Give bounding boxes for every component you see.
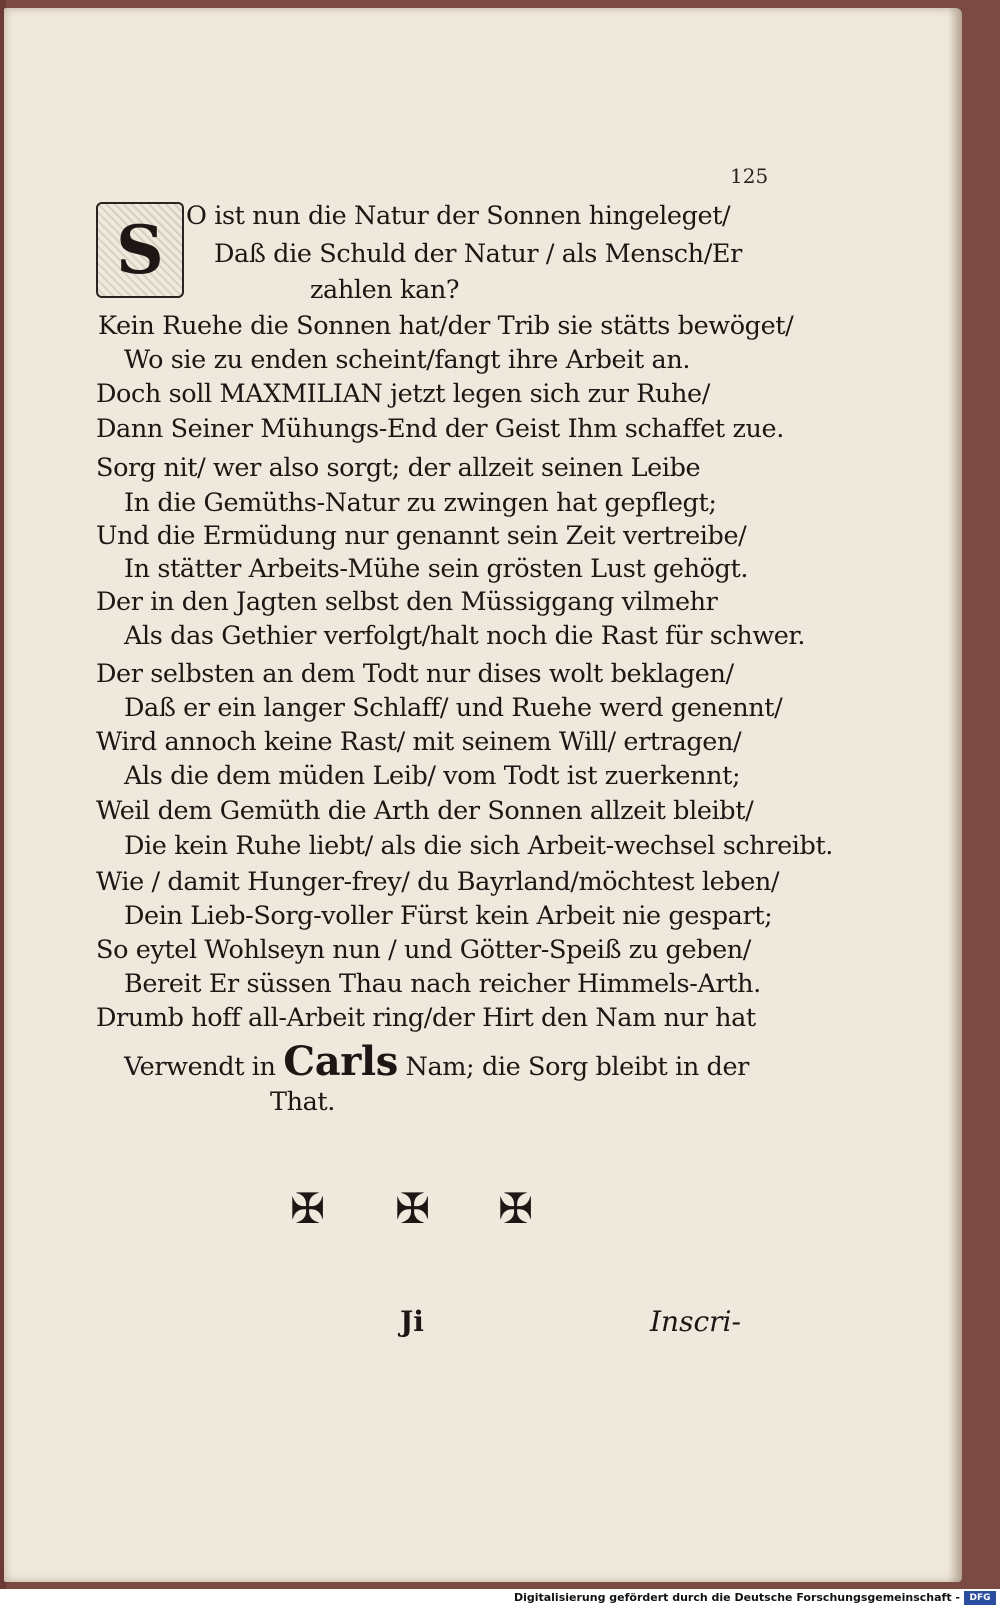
poem-line: Wo sie zu enden scheint/fangt ihre Arbeit an. (124, 345, 691, 375)
poem-line: Als die dem müden Leib/ vom Todt ist zuerkennt; (124, 761, 741, 791)
poem-line: So eytel Wohlseyn nun / und Götter-Speiß zu geben/ (96, 935, 751, 965)
footer-bar (0, 1589, 1000, 1609)
signature-mark: Ji (400, 1305, 424, 1338)
cross-ornament-icon: ✠ (290, 1184, 326, 1233)
poem-line: Daß er ein langer Schlaff/ und Ruehe werd genennt/ (124, 693, 783, 723)
last-line-start: Verwendt in (124, 1052, 276, 1082)
poem-line: Kein Ruehe die Sonnen hat/der Trib sie stätts bewöget/ (98, 311, 794, 341)
poem-line: Wird annoch keine Rast/ mit seinem Will/ ertragen/ (96, 727, 742, 757)
poem-line: Weil dem Gemüth die Arth der Sonnen allzeit bleibt/ (96, 796, 754, 826)
poem-line: Wie / damit Hunger-frey/ du Bayrland/möchtest leben/ (96, 867, 780, 897)
poem-line: zahlen kan? (310, 275, 460, 305)
poem-last-line (124, 1040, 749, 1089)
poem-line: In stätter Arbeits-Mühe sein grösten Lust gehögt. (124, 554, 749, 584)
ornament-row (290, 1184, 550, 1238)
poem-line: O ist nun die Natur der Sonnen hingeleget/ (186, 201, 731, 231)
poem-line: Daß die Schuld der Natur / als Mensch/Er (214, 239, 742, 269)
page-number: 125 (730, 164, 769, 188)
poem-line: Doch soll MAXMILIAN jetzt legen sich zur Ruhe/ (96, 379, 710, 409)
last-line-end: Nam; die Sorg bleibt in der (405, 1052, 749, 1082)
poem-final-word: That. (270, 1087, 335, 1117)
dfg-logo: DFG (964, 1591, 996, 1605)
poem-line: Und die Ermüdung nur genannt sein Zeit vertreibe/ (96, 521, 747, 551)
emphasized-name: Carls (283, 1038, 398, 1085)
poem-line: Drumb hoff all-Arbeit ring/der Hirt den Nam nur hat (96, 1003, 756, 1033)
cross-ornament-icon: ✠ (498, 1184, 534, 1233)
poem-line: Sorg nit/ wer also sorgt; der allzeit seinen Leibe (96, 453, 701, 483)
poem-line: Bereit Er süssen Thau nach reicher Himmels-Arth. (124, 969, 761, 999)
drop-cap: S (96, 202, 184, 298)
footer-credit: Digitalisierung gefördert durch die Deutsche Forschungsgemeinschaft - (513, 1591, 960, 1604)
poem-line: Dann Seiner Mühungs-End der Geist Ihm schaffet zue. (96, 414, 784, 444)
cross-ornament-icon: ✠ (395, 1184, 431, 1233)
poem-line: Dein Lieb-Sorg-voller Fürst kein Arbeit nie gespart; (124, 901, 773, 931)
poem-line: Die kein Ruhe liebt/ als die sich Arbeit-wechsel schreibt. (124, 831, 834, 861)
catchword: Inscri- (650, 1305, 741, 1338)
poem-line: In die Gemüths-Natur zu zwingen hat gepflegt; (124, 488, 717, 518)
poem-line: Als das Gethier verfolgt/halt noch die Rast für schwer. (124, 621, 806, 651)
poem-line: Der selbsten an dem Todt nur dises wolt beklagen/ (96, 659, 734, 689)
poem-line: Der in den Jagten selbst den Müssiggang vilmehr (96, 587, 718, 617)
